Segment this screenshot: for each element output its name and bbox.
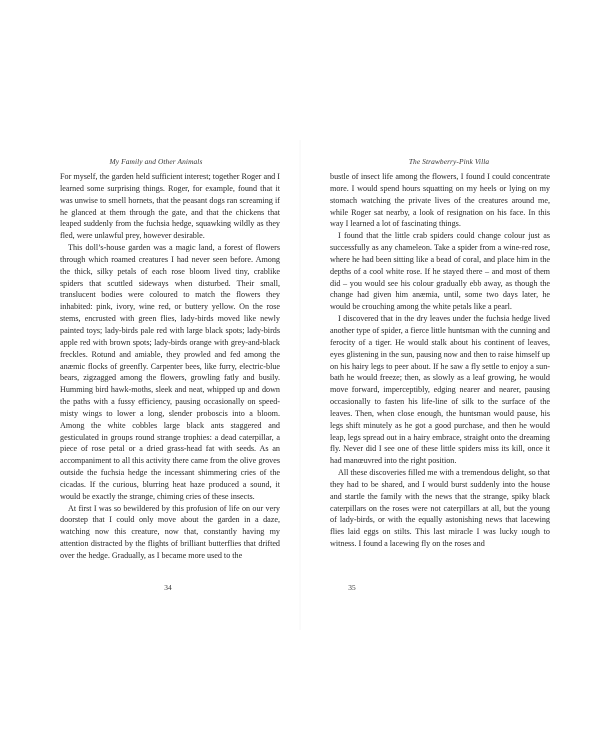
right-paragraph-2: I found that the little crab spiders could change colour just as successfully as any chameleon. Take a spider from a wine-red rose, where he had been sitting like a bead of coral, and place him in the depths of a cool white rose. If he stayed there – and most of them did – you would see his colour gradually ebb away, as though the change had given him anæmia, until, some two days later, he would be crouching among the white petals like a pearl. (330, 231, 550, 312)
right-paragraph-4: All these discoveries filled me with a tremendous delight, so that they had to be shared, and I would burst suddenly into the house and startle the family with the news that the strange, spiky black caterpillars on the roses were not caterpillars at all, but the young of lady-birds, or with the equally astonishing news that lacewing flies laid eggs on stilts. This last miracle I was lucky ıough to witness. I found a lacewing fly on the roses and (330, 468, 550, 549)
left-paragraph-1: For myself, the garden held sufficient interest; together Roger and I learned some surprising things. Roger, for example, found that it was unwise to smell hornets, that the peasant dogs ran screaming if he glanced at them through the gate, and that the chickens that leaped suddenly from the fuchsia hedge, squawking wildly as they fled, were unlawful prey, however desirable. (60, 172, 280, 241)
right-page-text (330, 171, 550, 550)
right-paragraph-3: I discovered that in the dry leaves under the fuchsia hedge lived another type of spider, a fierce little huntsman with the cunning and ferocity of a tiger. He would stalk about his continent of leaves, eyes glistening in the sun, pausing now and then to raise himself up on his hairy legs to peer about. If he saw a fly settle to enjoy a sun-bath he would freeze; then, as slowly as a leaf growing, he would move forward, imperceptibly, edging nearer and nearer, pausing occasionally to fasten his life-line of silk to the surface of the leaves. Then, when close enough, the huntsman would pause, his legs shift minutely as he got a good purchase, and then he would leap, legs spread out in a hairy embrace, straight onto the dreaming fly. Never did I see one of these little spiders miss its kill, once it had manœuvred into the right position. (330, 314, 550, 466)
right-paragraph-1: bustle of insect life among the flowers, I found I could concentrate more. I would spend hours squatting on my heels or lying on my stomach watching the private lives of the creatures around me, while Roger sat nearby, a look of resignation on his face. In this way I learned a lot of fascinating things. (330, 172, 550, 229)
right-running-head: The Strawberry-Pink Villa (408, 157, 490, 166)
left-page-text (60, 171, 280, 562)
left-page-number: 34 (164, 583, 172, 592)
left-running-head: My Family and Other Animals (109, 157, 203, 166)
left-paragraph-3: At first I was so bewildered by this profusion of life on our very doorstep that I could only move about the garden in a daze, watching now this creature, now that, constantly having my attention distracted by the flights of brilliant butterflies that drifted over the hedge. Gradually, as I became more used to the (60, 503, 280, 560)
right-page-number: 35 (348, 583, 356, 592)
right-page (300, 0, 600, 750)
left-paragraph-2: This doll’s-house garden was a magic land, a forest of flowers through which roamed creatures I had never seen before. Among the thick, silky petals of each rose bloom lived tiny, crablike spiders that scuttled sideways when disturbed. Their small, translucent bodies were coloured to match the flowers they inhabited: pink, ivory, wine red, or buttery yellow. On the rose stems, encrusted with green flies, lady-birds moved like newly painted toys; lady-birds pale red with large black spots; lady-birds apple red with brown spots; lady-birds orange with grey-and-black freckles. Rotund and amiable, they prowled and fed among the anæmic flocks of greenfly. Carpenter bees, like furry, electric-blue bears, zigzagged among the flowers, growling fatly and busily. Humming bird hawk-moths, sleek and neat, whipped up and down the paths with a fussy efficiency, pausing occasionally on speed-misty wings to lower a long, slender proboscis into a bloom. Among the white cobbles large black ants staggered and gesticulated in groups round strange trophies: a dead caterpillar, a piece of rose petal or a dried grass-head fat with seeds. As an accompaniment to all this activity there came from the olive groves outside the fuchsia hedge the incessant shimmering cries of the cicadas. If the curious, blurring heat haze produced a sound, it would be exactly the strange, chiming cries of these insects. (60, 243, 280, 501)
